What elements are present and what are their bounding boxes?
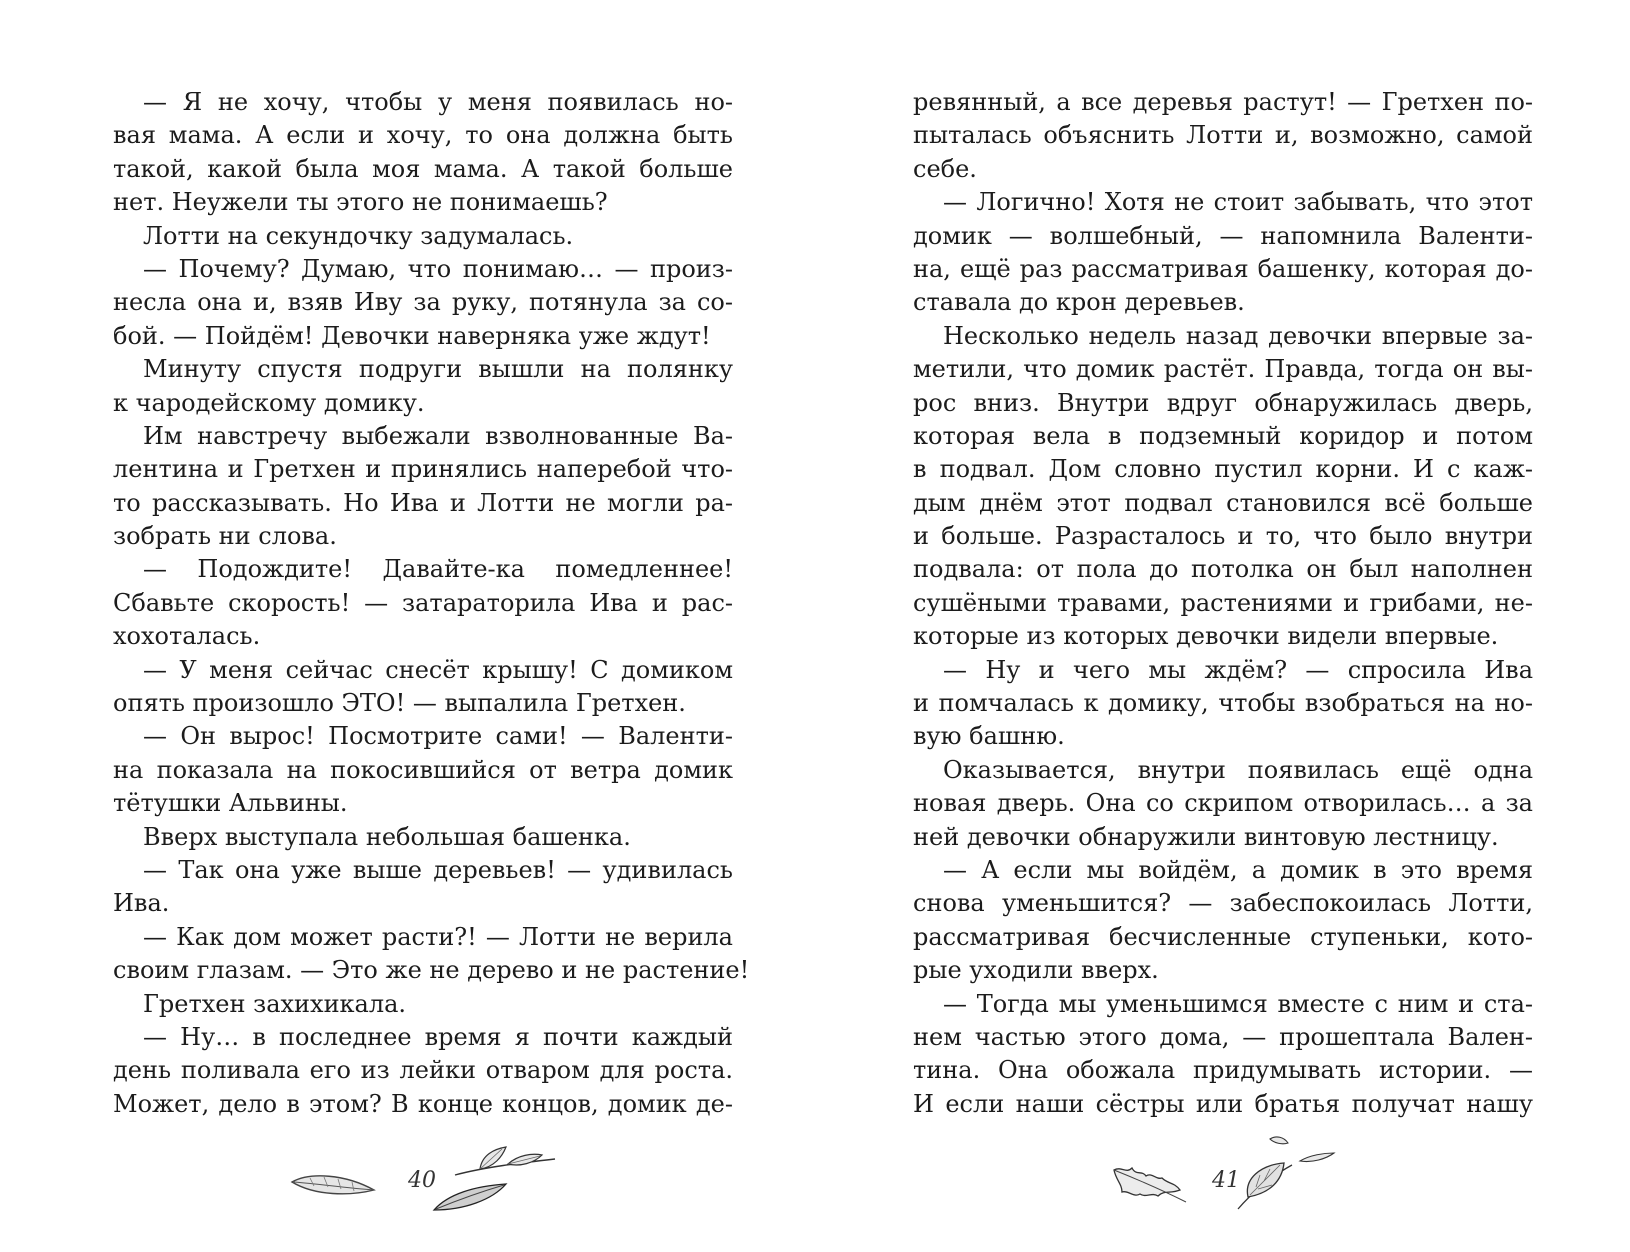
text-line: — Логично! Хотя не стоит забывать, что этот bbox=[943, 188, 1533, 217]
text-line: и помчалась к домику, чтобы взобраться на но- bbox=[913, 689, 1533, 718]
text-line: — Подождите! Давайте-ка помедленнее! bbox=[143, 555, 733, 584]
text-line: своим глазам. — Это же не дерево и не растение! bbox=[113, 956, 750, 985]
text-line: Минуту спустя подруги вышли на полянку bbox=[143, 355, 733, 384]
text-line: — Тогда мы уменьшимся вместе с ним и ста- bbox=[943, 989, 1533, 1018]
text-line: ревянный, а все деревья растут! — Гретхен по- bbox=[913, 88, 1533, 116]
text-line: и больше. Разрасталось и то, что было внутри bbox=[913, 522, 1533, 551]
text-line: снова уменьшится? — забеспокоилась Лотти, bbox=[913, 889, 1533, 918]
text-line: несла она и, взяв Иву за руку, потянула за со- bbox=[113, 288, 733, 317]
text-line: метили, что домик растёт. Правда, тогда он вы- bbox=[913, 355, 1533, 384]
text-line: — Как дом может расти?! — Лотти не верила bbox=[143, 922, 733, 951]
leaf-icon bbox=[430, 1180, 510, 1215]
text-line: хохоталась. bbox=[113, 622, 261, 651]
text-line: Сбавьте скорость! — затараторила Ива и рас- bbox=[113, 588, 733, 617]
text-line: бой. — Пойдём! Девочки наверняка уже ждут! bbox=[113, 321, 711, 350]
text-line: Несколько недель назад девочки впервые за- bbox=[943, 321, 1533, 350]
text-line: И если наши сёстры или братья получат нашу bbox=[913, 1089, 1533, 1118]
text-line: подвала: от пола до потолка он был наполнен bbox=[913, 555, 1533, 584]
text-line: рассматривая бесчисленные ступеньки, кото- bbox=[913, 922, 1533, 951]
text-line: — А если мы войдём, а домик в это время bbox=[943, 855, 1533, 884]
text-line: пыталась объяснить Лотти и, возможно, самой bbox=[913, 121, 1533, 150]
text-line: — Ну… в последнее время я почти каждый bbox=[143, 1022, 733, 1051]
text-line: — Почему? Думаю, что понимаю… — произ- bbox=[143, 254, 733, 283]
text-line: — Так она уже выше деревьев! — удивилась bbox=[143, 855, 733, 884]
text-line: рые уходили вверх. bbox=[913, 956, 1159, 985]
leaf-sprig-icon bbox=[1230, 1135, 1340, 1215]
text-line: на, ещё раз рассматривая башенку, которая до- bbox=[913, 254, 1533, 283]
text-line: вая мама. А если и хочу, то она должна быть bbox=[113, 121, 733, 150]
page-number: 41 bbox=[1212, 1168, 1240, 1193]
text-line: Ива. bbox=[113, 889, 170, 918]
text-line: новая дверь. Она со скрипом отворилась… а за bbox=[913, 789, 1533, 818]
text-line: — Ну и чего мы ждём? — спросила Ива bbox=[943, 655, 1533, 684]
page-number: 40 bbox=[408, 1168, 436, 1193]
text-line: к чародейскому домику. bbox=[113, 388, 425, 417]
text-line: вую башню. bbox=[913, 722, 1065, 751]
text-line: — У меня сейчас снесёт крышу! С домиком bbox=[143, 655, 733, 684]
text-line: такой, какой была моя мама. А такой больше bbox=[113, 154, 733, 183]
text-line: сушёными травами, растениями и грибами, не- bbox=[913, 588, 1533, 617]
text-line: день поливала его из лейки отваром для роста. bbox=[113, 1056, 733, 1085]
text-line: зобрать ни слова. bbox=[113, 522, 337, 551]
text-line: ставала до крон деревьев. bbox=[913, 288, 1245, 317]
text-line: Оказывается, внутри появилась ещё одна bbox=[943, 755, 1533, 784]
text-line: дым днём этот подвал становился всё больше bbox=[913, 488, 1533, 517]
text-line: тётушки Альвины. bbox=[113, 789, 348, 818]
text-line: домик — волшебный, — напомнила Валенти- bbox=[913, 221, 1533, 250]
text-line: Может, дело в этом? В конце концов, домик де- bbox=[113, 1089, 733, 1118]
text-line: тина. Она обожала придумывать истории. — bbox=[913, 1056, 1533, 1085]
text-line: Гретхен захихикала. bbox=[143, 989, 407, 1018]
text-line: ней девочки обнаружили винтовую лестницу. bbox=[913, 822, 1499, 851]
oak-leaf-icon bbox=[1110, 1160, 1190, 1210]
text-line: лентина и Гретхен и принялись наперебой что- bbox=[113, 455, 733, 484]
left-page bbox=[113, 86, 750, 1121]
text-line: то рассказывать. Но Ива и Лотти не могли ра- bbox=[113, 488, 733, 517]
text-line: себе. bbox=[913, 154, 977, 183]
text-line: на показала на покосившийся от ветра домик bbox=[113, 755, 733, 784]
right-page-footer bbox=[1110, 1140, 1340, 1220]
leaf-icon bbox=[290, 1170, 380, 1200]
text-line: которая вела в подземный коридор и потом bbox=[913, 421, 1533, 450]
text-line: в подвал. Дом словно пустил корни. И с каж- bbox=[913, 455, 1533, 484]
text-line: — Я не хочу, чтобы у меня появилась но- bbox=[143, 88, 733, 116]
text-line: Им навстречу выбежали взволнованные Ва- bbox=[143, 421, 733, 450]
text-line: нем частью этого дома, — прошептала Вален- bbox=[913, 1022, 1533, 1051]
text-line: Вверх выступала небольшая башенка. bbox=[143, 822, 631, 851]
text-line: Лотти на секундочку задумалась. bbox=[143, 221, 574, 250]
text-line: опять произошло ЭТО! — выпалила Гретхен. bbox=[113, 689, 686, 718]
left-page-footer bbox=[290, 1140, 590, 1220]
text-line: рос вниз. Внутри вдруг обнаружилась дверь, bbox=[913, 388, 1533, 417]
text-line: которые из которых девочки видели впервые. bbox=[913, 622, 1499, 651]
text-line: — Он вырос! Посмотрите сами! — Валенти- bbox=[143, 722, 733, 751]
text-line: нет. Неужели ты этого не понимаешь? bbox=[113, 188, 608, 217]
right-page bbox=[913, 86, 1533, 1121]
